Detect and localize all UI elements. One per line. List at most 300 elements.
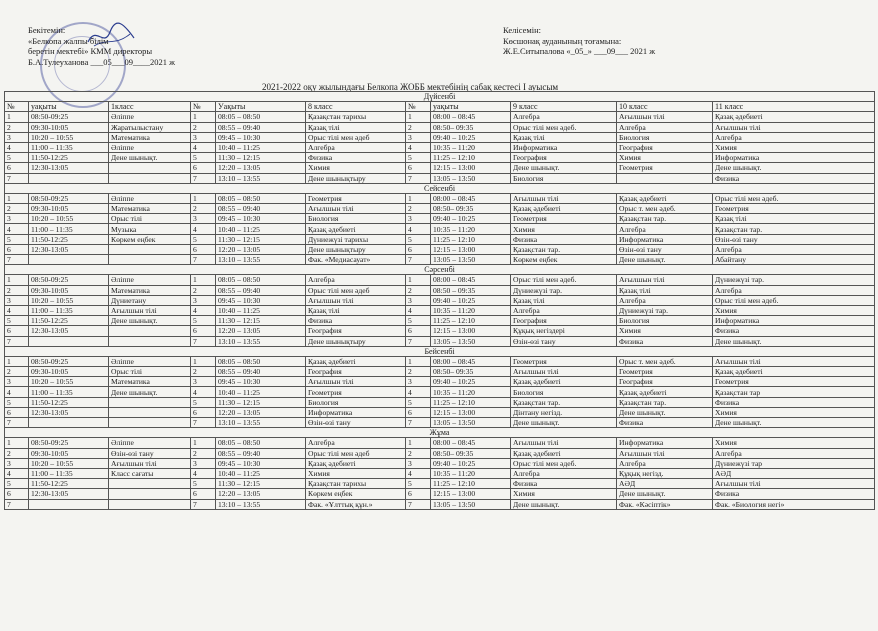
lesson-cell: 08:00 – 08:45: [431, 438, 511, 448]
column-header: Уақыты: [216, 102, 306, 112]
lesson-cell: 4: [191, 387, 216, 397]
lesson-cell: Информатика: [617, 234, 713, 244]
lesson-cell: 11:00 – 11:35: [29, 224, 109, 234]
lesson-row: [5, 468, 875, 478]
lesson-cell: 7: [191, 499, 216, 509]
lesson-cell: 2: [406, 367, 431, 377]
lesson-cell: Орыс тілі мен әдеб: [306, 285, 406, 295]
lesson-row: [5, 479, 875, 489]
lesson-row: [5, 255, 875, 265]
lesson-cell: 1: [5, 193, 29, 203]
lesson-cell: Дене шынықт.: [713, 163, 875, 173]
lesson-cell: 7: [406, 255, 431, 265]
lesson-row: [5, 122, 875, 132]
lesson-cell: Геометрия: [511, 214, 617, 224]
lesson-cell: 3: [406, 132, 431, 142]
lesson-cell: 6: [191, 489, 216, 499]
lesson-cell: 3: [5, 377, 29, 387]
lesson-cell: 2: [5, 285, 29, 295]
lesson-cell: Орыс тілі мен әдеб.: [511, 275, 617, 285]
lesson-cell: Әліппе: [109, 193, 191, 203]
lesson-cell: 1: [191, 275, 216, 285]
lesson-cell: [109, 418, 191, 428]
lesson-cell: Қазақстан тар.: [713, 224, 875, 234]
lesson-row: [5, 336, 875, 346]
lesson-cell: Ағылшын тілі: [511, 438, 617, 448]
lesson-cell: Қазақ тілі: [617, 285, 713, 295]
lesson-cell: 09:45 – 10:30: [216, 295, 306, 305]
approval-line: Бекітемін:: [28, 25, 66, 35]
lesson-row: [5, 224, 875, 234]
lesson-cell: 1: [191, 193, 216, 203]
lesson-cell: 6: [406, 326, 431, 336]
lesson-cell: 4: [5, 142, 29, 152]
lesson-cell: 13:05 – 13:50: [431, 255, 511, 265]
lesson-cell: 10:35 – 11:20: [431, 142, 511, 152]
lesson-cell: 09:40 – 10:25: [431, 132, 511, 142]
lesson-cell: Класс сағаты: [109, 468, 191, 478]
lesson-cell: Әліппе: [109, 275, 191, 285]
lesson-cell: 5: [5, 479, 29, 489]
column-header: 10 класс: [617, 102, 713, 112]
lesson-row: [5, 458, 875, 468]
lesson-cell: Қазақ әдебиеті: [511, 204, 617, 214]
lesson-row: [5, 448, 875, 458]
lesson-cell: 09:40 – 10:25: [431, 458, 511, 468]
lesson-cell: 6: [191, 326, 216, 336]
lesson-cell: Математика: [109, 285, 191, 295]
agreement-line: Көсшонақ ауданының тоғамына:: [503, 35, 622, 46]
lesson-cell: 6: [191, 244, 216, 254]
lesson-cell: 2: [191, 122, 216, 132]
column-header: уақыты: [431, 102, 511, 112]
lesson-cell: 4: [406, 387, 431, 397]
lesson-cell: 1: [5, 356, 29, 366]
lesson-cell: 11:00 – 11:35: [29, 387, 109, 397]
lesson-row: [5, 377, 875, 387]
lesson-cell: Құқық негіздері: [511, 326, 617, 336]
lesson-cell: Алгебра: [713, 244, 875, 254]
lesson-cell: Физика: [713, 489, 875, 499]
lesson-cell: Ағылшын тілі: [511, 367, 617, 377]
lesson-row: [5, 214, 875, 224]
day-row: [5, 92, 875, 102]
lesson-cell: Ағылшын тілі: [617, 112, 713, 122]
lesson-cell: Көркем еңбек: [306, 489, 406, 499]
document-title: 2021-2022 оқу жылындағы Белкопа ЖОББ мектебінің сабақ кестесі I ауысым: [262, 82, 559, 92]
lesson-cell: Құқық негізд.: [617, 468, 713, 478]
lesson-cell: 2: [406, 204, 431, 214]
lesson-row: [5, 234, 875, 244]
lesson-cell: 08:00 – 08:45: [431, 356, 511, 366]
lesson-cell: 2: [5, 448, 29, 458]
lesson-cell: Дене шынықт.: [617, 489, 713, 499]
lesson-cell: 10:35 – 11:20: [431, 224, 511, 234]
lesson-cell: Биология: [617, 132, 713, 142]
lesson-cell: Химия: [306, 468, 406, 478]
lesson-cell: Ағылшын тілі: [511, 193, 617, 203]
lesson-cell: 7: [406, 336, 431, 346]
lesson-row: [5, 438, 875, 448]
lesson-cell: 5: [191, 234, 216, 244]
lesson-cell: Геометрия: [306, 193, 406, 203]
lesson-cell: 6: [5, 163, 29, 173]
lesson-cell: 10:40 – 11:25: [216, 224, 306, 234]
lesson-cell: 3: [406, 377, 431, 387]
approval-line: беретін мектебі» КММ директоры: [28, 46, 153, 56]
lesson-cell: Өзін-өзі тану: [511, 336, 617, 346]
day-name: Дүйсенбі: [5, 92, 875, 102]
lesson-cell: Жаратылыстану: [109, 122, 191, 132]
lesson-cell: 12:30-13:05: [29, 407, 109, 417]
lesson-cell: 5: [191, 397, 216, 407]
lesson-cell: Биология: [617, 316, 713, 326]
lesson-cell: 09:45 – 10:30: [216, 377, 306, 387]
lesson-cell: Физика: [511, 479, 617, 489]
lesson-cell: Химия: [713, 438, 875, 448]
lesson-cell: 12:20 – 13:05: [216, 244, 306, 254]
lesson-cell: 6: [5, 489, 29, 499]
lesson-cell: Дене шынықт.: [511, 163, 617, 173]
lesson-cell: [29, 418, 109, 428]
lesson-cell: 08:50 – 09:35: [431, 285, 511, 295]
lesson-cell: Орыс тілі мен әдеб.: [511, 122, 617, 132]
lesson-cell: Дене шынықтыру: [306, 336, 406, 346]
column-header: 1класс: [109, 102, 191, 112]
lesson-cell: 08:05 – 08:50: [216, 112, 306, 122]
lesson-cell: Қазақстан тар.: [511, 244, 617, 254]
day-name: Бейсенбі: [5, 346, 875, 356]
lesson-row: [5, 407, 875, 417]
lesson-row: [5, 244, 875, 254]
lesson-cell: 09:30-10:05: [29, 285, 109, 295]
approval-line: Б.А.Тулеуханова ___05___09____2021 ж: [28, 56, 175, 67]
lesson-cell: Қазақ әдебиеті: [306, 458, 406, 468]
lesson-cell: 08:50– 09:35: [431, 204, 511, 214]
lesson-cell: 10:40 – 11:25: [216, 305, 306, 315]
lesson-cell: 08:00 – 08:45: [431, 275, 511, 285]
lesson-cell: Дүниетану: [109, 295, 191, 305]
lesson-cell: 08:05 – 08:50: [216, 275, 306, 285]
lesson-cell: Қазақ әдебиеті: [511, 448, 617, 458]
lesson-cell: 11:25 – 12:10: [431, 153, 511, 163]
lesson-cell: 1: [5, 112, 29, 122]
lesson-cell: Музыка: [109, 224, 191, 234]
lesson-cell: Химия: [511, 224, 617, 234]
lesson-cell: Көркем еңбек: [511, 255, 617, 265]
lesson-cell: 5: [191, 479, 216, 489]
lesson-row: [5, 316, 875, 326]
lesson-row: [5, 418, 875, 428]
lesson-cell: Дене шынықт.: [109, 153, 191, 163]
day-name: Сәрсенбі: [5, 265, 875, 275]
lesson-cell: Қазақстан тарихы: [306, 112, 406, 122]
lesson-cell: [109, 336, 191, 346]
lesson-cell: 12:20 – 13:05: [216, 326, 306, 336]
lesson-cell: 5: [406, 397, 431, 407]
lesson-cell: 08:55 – 09:40: [216, 448, 306, 458]
lesson-cell: Фак. «Биология негі»: [713, 499, 875, 509]
lesson-cell: Физика: [713, 173, 875, 183]
lesson-cell: Орыс тілі мен әдеб: [306, 448, 406, 458]
lesson-cell: 10:40 – 11:25: [216, 142, 306, 152]
lesson-cell: 6: [406, 163, 431, 173]
lesson-cell: 09:30-10:05: [29, 448, 109, 458]
lesson-cell: 12:15 – 13:00: [431, 244, 511, 254]
lesson-cell: 08:50-09:25: [29, 356, 109, 366]
lesson-cell: Химия: [617, 153, 713, 163]
lesson-cell: Дүниежүзі тар.: [617, 305, 713, 315]
lesson-cell: Қазақ әдебиеті: [617, 193, 713, 203]
lesson-cell: Ағылшын тілі: [306, 204, 406, 214]
lesson-cell: Геометрия: [617, 163, 713, 173]
lesson-cell: Дене шынықт.: [713, 336, 875, 346]
lesson-row: [5, 499, 875, 509]
lesson-cell: Информатика: [617, 438, 713, 448]
lesson-cell: 12:20 – 13:05: [216, 163, 306, 173]
lesson-cell: Химия: [617, 326, 713, 336]
lesson-cell: Химия: [511, 489, 617, 499]
lesson-cell: 3: [5, 214, 29, 224]
lesson-cell: Алгебра: [713, 285, 875, 295]
lesson-cell: Геометрия: [306, 387, 406, 397]
lesson-cell: [109, 397, 191, 407]
lesson-cell: 08:50– 09:35: [431, 122, 511, 132]
lesson-cell: Қазақ әдебиеті: [713, 367, 875, 377]
lesson-cell: 1: [5, 438, 29, 448]
lesson-cell: Химия: [713, 142, 875, 152]
lesson-row: [5, 367, 875, 377]
lesson-cell: 7: [406, 499, 431, 509]
lesson-cell: Физика: [306, 153, 406, 163]
lesson-cell: 11:30 – 12:15: [216, 397, 306, 407]
lesson-cell: 2: [406, 285, 431, 295]
lesson-cell: Физика: [617, 336, 713, 346]
lesson-cell: 7: [5, 255, 29, 265]
lesson-cell: 08:00 – 08:45: [431, 112, 511, 122]
lesson-cell: 11:25 – 12:10: [431, 316, 511, 326]
lesson-cell: Дене шынықтыру: [306, 244, 406, 254]
lesson-cell: Алгебра: [306, 275, 406, 285]
lesson-cell: Дүниежүзі тар.: [511, 285, 617, 295]
lesson-cell: 08:55 – 09:40: [216, 367, 306, 377]
lesson-cell: 2: [406, 448, 431, 458]
lesson-cell: 10:35 – 11:20: [431, 468, 511, 478]
lesson-row: [5, 387, 875, 397]
lesson-cell: 12:15 – 13:00: [431, 407, 511, 417]
lesson-row: [5, 193, 875, 203]
lesson-cell: Дене шынықтыру: [306, 173, 406, 183]
lesson-cell: 4: [191, 224, 216, 234]
lesson-cell: Қазақстан тар.: [617, 214, 713, 224]
lesson-cell: 10:20 – 10:55: [29, 295, 109, 305]
lesson-cell: 5: [5, 153, 29, 163]
agreement-line: Келісемін:: [503, 25, 542, 35]
lesson-cell: 12:15 – 13:00: [431, 489, 511, 499]
lesson-cell: 2: [191, 285, 216, 295]
lesson-cell: 13:10 – 13:55: [216, 336, 306, 346]
lesson-cell: 12:30-13:05: [29, 163, 109, 173]
lesson-cell: 09:45 – 10:30: [216, 458, 306, 468]
lesson-cell: Физика: [713, 397, 875, 407]
lesson-cell: Биология: [511, 387, 617, 397]
approval-line: «Белкопа жалпы білім: [28, 35, 109, 46]
lesson-cell: 4: [191, 305, 216, 315]
lesson-cell: [29, 255, 109, 265]
lesson-cell: 1: [191, 356, 216, 366]
lesson-cell: Өзін-өзі тану: [306, 418, 406, 428]
lesson-cell: Дене шынықт.: [617, 255, 713, 265]
lesson-cell: [109, 244, 191, 254]
lesson-cell: 3: [406, 458, 431, 468]
lesson-cell: 5: [5, 316, 29, 326]
lesson-cell: Ағылшын тілі: [109, 458, 191, 468]
lesson-cell: 09:40 – 10:25: [431, 214, 511, 224]
lesson-cell: 11:50-12:25: [29, 234, 109, 244]
lesson-row: [5, 489, 875, 499]
lesson-cell: 4: [406, 305, 431, 315]
lesson-cell: [109, 326, 191, 336]
lesson-cell: 2: [191, 367, 216, 377]
lesson-cell: 3: [5, 458, 29, 468]
lesson-cell: 5: [5, 234, 29, 244]
lesson-cell: 5: [5, 397, 29, 407]
lesson-cell: [29, 173, 109, 183]
lesson-cell: Қазақ әдебиеті: [617, 387, 713, 397]
lesson-cell: [109, 407, 191, 417]
lesson-cell: Биология: [306, 214, 406, 224]
lesson-cell: Химия: [713, 407, 875, 417]
lesson-row: [5, 326, 875, 336]
lesson-cell: 11:30 – 12:15: [216, 153, 306, 163]
lesson-cell: 2: [191, 204, 216, 214]
lesson-cell: 08:00 – 08:45: [431, 193, 511, 203]
lesson-cell: 1: [191, 112, 216, 122]
lesson-cell: 08:55 – 09:40: [216, 285, 306, 295]
lesson-cell: 11:00 – 11:35: [29, 142, 109, 152]
lesson-cell: Әліппе: [109, 142, 191, 152]
day-row: [5, 428, 875, 438]
lesson-cell: Орыс тілі мен әдеб.: [511, 458, 617, 468]
lesson-cell: 4: [5, 305, 29, 315]
lesson-cell: Қазақ тілі: [306, 122, 406, 132]
lesson-cell: Информатика: [306, 407, 406, 417]
lesson-row: [5, 397, 875, 407]
lesson-cell: Фак. «Медиасауат»: [306, 255, 406, 265]
lesson-cell: Орыс тілі: [109, 214, 191, 224]
lesson-row: [5, 153, 875, 163]
lesson-cell: 6: [406, 489, 431, 499]
lesson-cell: Информатика: [511, 142, 617, 152]
lesson-cell: 11:50-12:25: [29, 316, 109, 326]
lesson-cell: Көркем еңбек: [109, 234, 191, 244]
lesson-cell: Дене шынықт.: [109, 316, 191, 326]
lesson-cell: 11:30 – 12:15: [216, 234, 306, 244]
lesson-cell: Абайтану: [713, 255, 875, 265]
agreement-line: Ж.Е.Ситыпалова «_05_» ___09___ 2021 ж: [503, 46, 656, 56]
lesson-cell: 4: [191, 468, 216, 478]
lesson-cell: Қазақстан тарихы: [306, 479, 406, 489]
lesson-cell: [109, 499, 191, 509]
lesson-cell: 11:50-12:25: [29, 479, 109, 489]
lesson-cell: 13:10 – 13:55: [216, 499, 306, 509]
lesson-cell: 10:35 – 11:20: [431, 387, 511, 397]
lesson-cell: 7: [5, 499, 29, 509]
lesson-cell: 6: [5, 244, 29, 254]
lesson-cell: 09:30-10:05: [29, 122, 109, 132]
lesson-cell: Алгебра: [306, 142, 406, 152]
lesson-cell: 10:40 – 11:25: [216, 468, 306, 478]
lesson-cell: 08:55 – 09:40: [216, 204, 306, 214]
lesson-cell: 13:05 – 13:50: [431, 173, 511, 183]
lesson-row: [5, 112, 875, 122]
lesson-cell: Қазақстан тар.: [617, 397, 713, 407]
lesson-cell: 12:20 – 13:05: [216, 489, 306, 499]
lesson-cell: Қазақ әдебиеті: [511, 377, 617, 387]
lesson-cell: 13:10 – 13:55: [216, 418, 306, 428]
lesson-row: [5, 356, 875, 366]
lesson-cell: Ағылшын тілі: [713, 479, 875, 489]
lesson-cell: 3: [191, 377, 216, 387]
lesson-cell: Алгебра: [306, 438, 406, 448]
lesson-cell: 11:25 – 12:10: [431, 397, 511, 407]
lesson-cell: География: [617, 142, 713, 152]
lesson-cell: 4: [5, 224, 29, 234]
lesson-cell: 08:05 – 08:50: [216, 193, 306, 203]
schedule-body: [5, 92, 875, 510]
lesson-cell: 09:45 – 10:30: [216, 132, 306, 142]
lesson-row: [5, 295, 875, 305]
lesson-cell: Ағылшын тілі: [617, 275, 713, 285]
lesson-cell: Әліппе: [109, 438, 191, 448]
lesson-cell: Қазақ әдебиеті: [713, 112, 875, 122]
lesson-cell: 12:15 – 13:00: [431, 163, 511, 173]
lesson-cell: Өзін-өзі тану: [109, 448, 191, 458]
lesson-cell: [109, 163, 191, 173]
day-name: Сейсенбі: [5, 183, 875, 193]
lesson-cell: 3: [191, 214, 216, 224]
lesson-cell: 5: [191, 153, 216, 163]
lesson-cell: 13:05 – 13:50: [431, 499, 511, 509]
lesson-row: [5, 204, 875, 214]
lesson-cell: 11:25 – 12:10: [431, 234, 511, 244]
column-header: 8 класс: [306, 102, 406, 112]
day-row: [5, 183, 875, 193]
lesson-cell: 11:25 – 12:10: [431, 479, 511, 489]
lesson-cell: 4: [406, 224, 431, 234]
lesson-cell: Биология: [306, 397, 406, 407]
lesson-cell: 08:50– 09:35: [431, 367, 511, 377]
lesson-cell: Орыс тілі мен әдеб: [306, 132, 406, 142]
lesson-cell: 1: [406, 275, 431, 285]
lesson-cell: 09:40 – 10:25: [431, 295, 511, 305]
lesson-cell: 5: [191, 316, 216, 326]
lesson-cell: 6: [5, 326, 29, 336]
lesson-cell: 09:40 – 10:25: [431, 377, 511, 387]
lesson-cell: 08:05 – 08:50: [216, 356, 306, 366]
lesson-cell: [617, 173, 713, 183]
lesson-cell: Биология: [511, 173, 617, 183]
lesson-cell: 11:00 – 11:35: [29, 305, 109, 315]
lesson-cell: Геометрия: [713, 377, 875, 387]
lesson-row: [5, 132, 875, 142]
lesson-cell: Орыс тілі: [109, 367, 191, 377]
lesson-cell: 13:05 – 13:50: [431, 336, 511, 346]
lesson-row: [5, 142, 875, 152]
approval-block: [28, 25, 175, 67]
lesson-cell: Дене шынықт.: [109, 387, 191, 397]
lesson-cell: 09:30-10:05: [29, 204, 109, 214]
